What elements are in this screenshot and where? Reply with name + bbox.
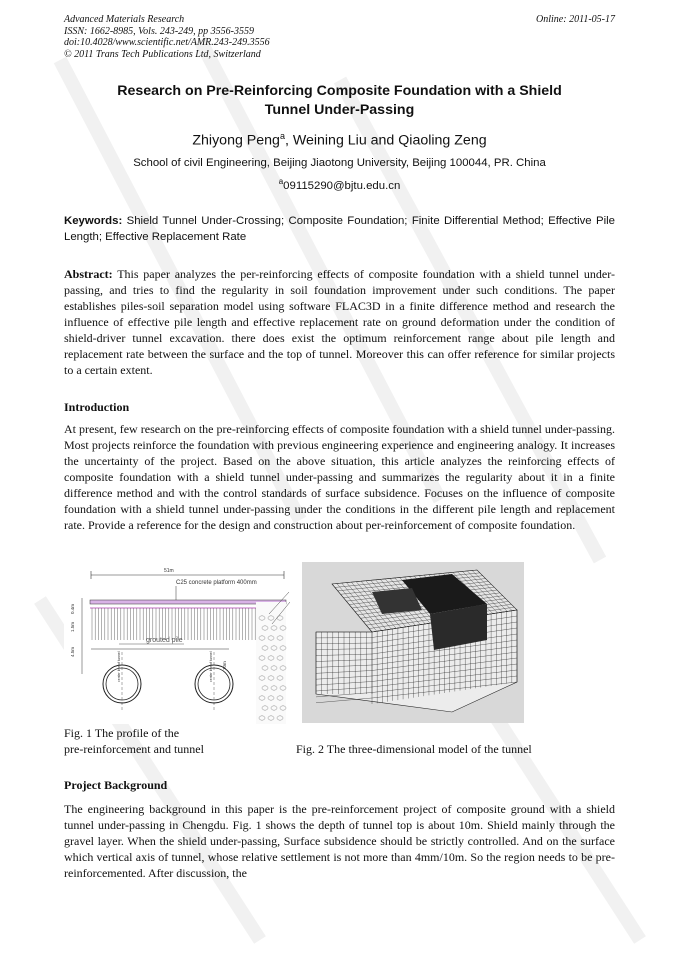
issn-line: ISSN: 1662-8985, Vols. 243-249, pp 3556-3559 [64, 25, 254, 37]
author-list [64, 131, 615, 149]
online-date: Online: 2011-05-17 [536, 14, 615, 25]
journal-name: Advanced Materials Research [64, 14, 185, 25]
label-grouted-pile: grouted pile [146, 637, 183, 644]
author-sup: a [279, 131, 285, 141]
doi-line[interactable]: doi:10.4028/www.scientific.net/AMR.243-249.3556 [64, 37, 270, 48]
fig1-caption-line1: Fig. 1 The profile of the [64, 726, 180, 740]
email-line [64, 177, 615, 192]
author-first: Zhiyong Peng [192, 132, 280, 149]
figure-2-3d-model [302, 562, 524, 723]
fig1-caption-line2: pre-reinforcement and tunnel [64, 742, 204, 756]
email-sup: a [278, 177, 284, 186]
author-rest: , Weining Liu and Qiaoling Zeng [284, 132, 487, 149]
affiliation: School of civil Engineering, Beijing Jiaotong University, Beijing 100044, PR. China [133, 157, 546, 169]
project-background-text: The engineering background in this paper is the pre-reinforcement project of composite ground with a shield tunnel under-passing in Chengdu. Fig. 1 shows the depth of tunnel top is about 10m. Shield mainly through the gravel layer. When the shield under-passing, Surface subsidence should be strictly controlled. And on the surface which vertical axis of tunnel, whose relative settlement is not more than 4mm/10m. So the region needs to be pre-reinforcemented. After discussion, the [64, 802, 615, 880]
dim-15m: 1.5m [70, 621, 75, 632]
introduction-text: At present, few research on the pre-reinforcing effects of composite foundation with a shield tunnel under-passing. Most projects reinforce the foundation with previous engineering experience and engineering analogy. It increases the uncertainty of the project. Based on the above situation, this article analyzes the reinforcing effects of composite foundation with a shield tunnel under-passing and summarizes the regularity about it in a finite difference method and with the control standards of surface subsidence. Focuses on the influence of composite foundation with a shield tunnel under-passing under the conditions in the different pile length and replacement rate. Provide a reference for the design and construction about per-reinforcement of composite foundation. [64, 422, 615, 532]
keywords-text: Shield Tunnel Under-Crossing; Composite Foundation; Finite Differential Method; Effective Pile Length; Effective Replacement Rate [64, 215, 615, 243]
axis-right-label: center line of tunnel [209, 651, 213, 682]
abstract [64, 266, 615, 378]
introduction-heading: Introduction [64, 400, 130, 414]
axis-left-label: center line of tunnel [117, 651, 121, 682]
paper-title [64, 82, 615, 120]
keywords [64, 213, 615, 245]
abstract-text: This paper analyzes the per-reinforcing effects of composite foundation with a shield tunnel under-passing, and tries to find the regularity in soil foundation improvement under such conditions. The paper establishes piles-soil separation model using software FLAC3D in a finite difference method and research the influence of effective pile length and effective replacement rate on ground deformation under the condition of shield-driver tunnel excavation. there does exist the optimum reinforcement range about pile length and replacement rate between the surface and the top of tunnel. Moreover this can offer reference for similar projects to a certain extent. [64, 267, 615, 377]
email-address[interactable]: 09115290@bjtu.edu.cn [283, 179, 401, 192]
dim-04m: 0.4m [70, 603, 75, 614]
dim-45m: 4.5m [70, 646, 75, 657]
figure-1-profile [64, 562, 290, 724]
figure-2-caption: Fig. 2 The three-dimensional model of the tunnel [296, 742, 532, 756]
dim-51m: 51m [164, 568, 174, 574]
title-line-2: Tunnel Under-Passing [264, 102, 415, 118]
title-line-1: Research on Pre-Reinforcing Composite Foundation with a Shield [117, 83, 562, 99]
label-platform: C25 concrete platform 400mm [176, 580, 257, 586]
copyright-line: © 2011 Trans Tech Publications Ltd, Switzerland [64, 48, 261, 60]
dim-10m: 10m [222, 661, 227, 670]
figure-1-caption [64, 725, 204, 757]
project-background-heading: Project Background [64, 778, 168, 792]
keywords-label: Keywords: [64, 215, 123, 227]
abstract-label: Abstract: [64, 267, 113, 281]
running-header [64, 14, 270, 60]
